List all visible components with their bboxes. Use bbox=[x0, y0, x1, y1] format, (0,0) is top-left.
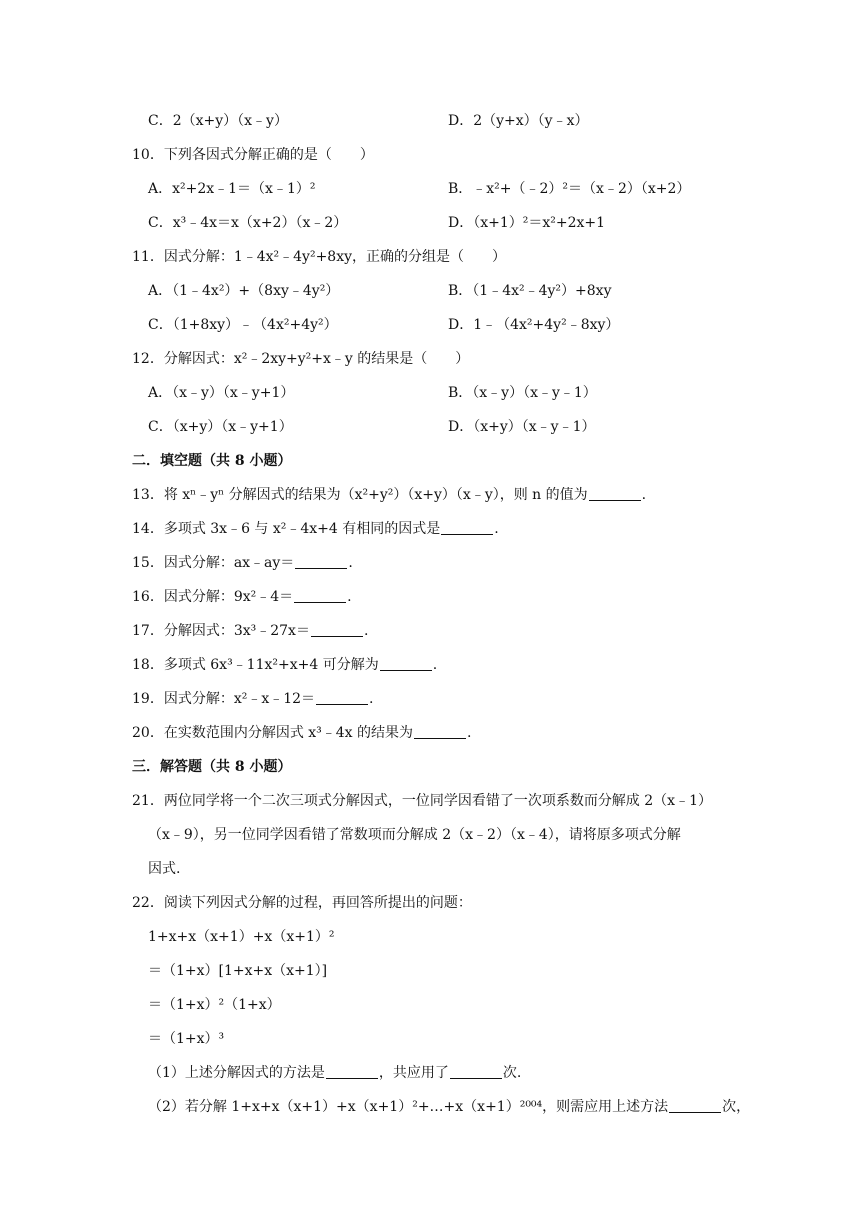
q22-step-3: ＝（1+x）²（1+x） bbox=[148, 997, 281, 1013]
q22-step-1: 1+x+x（x+1）+x（x+1）² bbox=[148, 929, 335, 945]
q21-line-3: 因式. bbox=[148, 861, 181, 877]
q12-option-a: A．（x﹣y）（x﹣y+1） bbox=[148, 385, 295, 401]
answer-blank[interactable] bbox=[316, 690, 368, 705]
q22-stem: 22．阅读下列因式分解的过程，再回答所提出的问题： bbox=[132, 895, 472, 911]
q18 bbox=[132, 655, 437, 675]
q22-part-2 bbox=[148, 1097, 750, 1117]
q14-text: 14．多项式 3x﹣6 与 x²﹣4x+4 有相同的因式是 bbox=[132, 521, 441, 537]
q12-stem: 12．分解因式：x²﹣2xy+y²+x﹣y 的结果是（ ） bbox=[132, 351, 470, 367]
q22-part-2-text-b: 次， bbox=[722, 1099, 751, 1115]
q18-period: . bbox=[432, 657, 438, 673]
q10-option-a: A．x²+2x﹣1＝（x﹣1）² bbox=[148, 181, 316, 197]
q12-option-d: D．（x+y）（x﹣y﹣1） bbox=[448, 419, 596, 435]
answer-blank[interactable] bbox=[441, 520, 493, 535]
q19 bbox=[132, 689, 374, 709]
q20-period: . bbox=[467, 725, 472, 741]
q17-text: 17．分解因式：3x³﹣27x＝ bbox=[132, 623, 310, 639]
q20 bbox=[132, 723, 471, 743]
q11-option-a: A．（1﹣4x²）+（8xy﹣4y²） bbox=[148, 283, 340, 299]
q14-period: . bbox=[494, 521, 499, 537]
q9-option-c: C．2（x+y）（x﹣y） bbox=[148, 113, 288, 129]
q21-line-2: （x﹣9），另一位同学因看错了常数项而分解成 2（x﹣2）（x﹣4），请将原多项式分解 bbox=[148, 827, 681, 843]
section-3-heading: 三．解答题（共 8 小题） bbox=[132, 759, 292, 775]
q13-period: . bbox=[641, 487, 647, 503]
q20-text: 20．在实数范围内分解因式 x³﹣4x 的结果为 bbox=[132, 725, 414, 741]
q22-part-1-text-c: 次. bbox=[502, 1065, 522, 1081]
q11-stem: 11．因式分解：1﹣4x²﹣4y²+8xy，正确的分组是（ ） bbox=[132, 249, 507, 265]
q13-text: 13．将 xⁿ﹣yⁿ 分解因式的结果为（x²+y²）（x+y）（x﹣y），则 n 的值为 bbox=[132, 487, 588, 503]
q11-option-b: B．（1﹣4x²﹣4y²）+8xy bbox=[448, 283, 612, 299]
section-2-heading: 二．填空题（共 8 小题） bbox=[132, 453, 292, 469]
q12-option-b: B．（x﹣y）（x﹣y﹣1） bbox=[448, 385, 597, 401]
q11-option-d: D．1﹣（4x²+4y²﹣8xy） bbox=[448, 317, 620, 333]
q19-period: . bbox=[369, 691, 374, 707]
q12-option-c: C．（x+y）（x﹣y+1） bbox=[148, 419, 293, 435]
q10-stem: 10．下列各因式分解正确的是（ ） bbox=[132, 147, 374, 163]
q22-step-2: ＝（1+x）[1+x+x（x+1）] bbox=[148, 963, 328, 979]
q10-option-d: D．（x+1）²＝x²+2x+1 bbox=[448, 215, 606, 231]
q10-option-b: B．﹣x²+（﹣2）²＝（x﹣2）（x+2） bbox=[448, 181, 691, 197]
q16 bbox=[132, 587, 352, 607]
answer-blank[interactable] bbox=[589, 486, 641, 501]
q13 bbox=[132, 485, 646, 505]
q15 bbox=[132, 553, 353, 573]
answer-blank[interactable] bbox=[295, 554, 347, 569]
q21-line-1: 21．两位同学将一个二次三项式分解因式，一位同学因看错了一次项系数而分解成 2（x﹣1） bbox=[132, 793, 712, 809]
q22-part-1 bbox=[148, 1063, 521, 1083]
q10-option-c: C．x³﹣4x＝x（x+2）（x﹣2） bbox=[148, 215, 348, 231]
answer-blank[interactable] bbox=[669, 1098, 721, 1113]
answer-blank[interactable] bbox=[414, 724, 466, 739]
answer-blank[interactable] bbox=[450, 1064, 502, 1079]
answer-blank[interactable] bbox=[380, 656, 432, 671]
answer-blank[interactable] bbox=[294, 588, 346, 603]
q11-option-c: C．（1+8xy）﹣（4x²+4y²） bbox=[148, 317, 338, 333]
q22-part-1-text-b: ，共应用了 bbox=[378, 1065, 449, 1081]
q22-part-1-text-a: （1）上述分解因式的方法是 bbox=[148, 1065, 325, 1081]
answer-blank[interactable] bbox=[311, 622, 363, 637]
q22-part-2-text-a: （2）若分解 1+x+x（x+1）+x（x+1）²+…+x（x+1）²⁰⁰⁴，则需应用上述方法 bbox=[148, 1099, 669, 1115]
q22-step-4: ＝（1+x）³ bbox=[148, 1031, 225, 1047]
q16-text: 16．因式分解：9x²﹣4＝ bbox=[132, 589, 294, 605]
answer-blank[interactable] bbox=[326, 1064, 378, 1079]
q14 bbox=[132, 519, 499, 539]
q18-text: 18．多项式 6x³﹣11x²+x+4 可分解为 bbox=[132, 657, 379, 673]
q17 bbox=[132, 621, 368, 641]
q17-period: . bbox=[363, 623, 369, 639]
q15-text: 15．因式分解：ax﹣ay＝ bbox=[132, 555, 295, 571]
q9-option-d: D．2（y+x）（y﹣x） bbox=[448, 113, 589, 129]
q15-period: . bbox=[348, 555, 353, 571]
q19-text: 19．因式分解：x²﹣x﹣12＝ bbox=[132, 691, 316, 707]
q16-period: . bbox=[347, 589, 352, 605]
